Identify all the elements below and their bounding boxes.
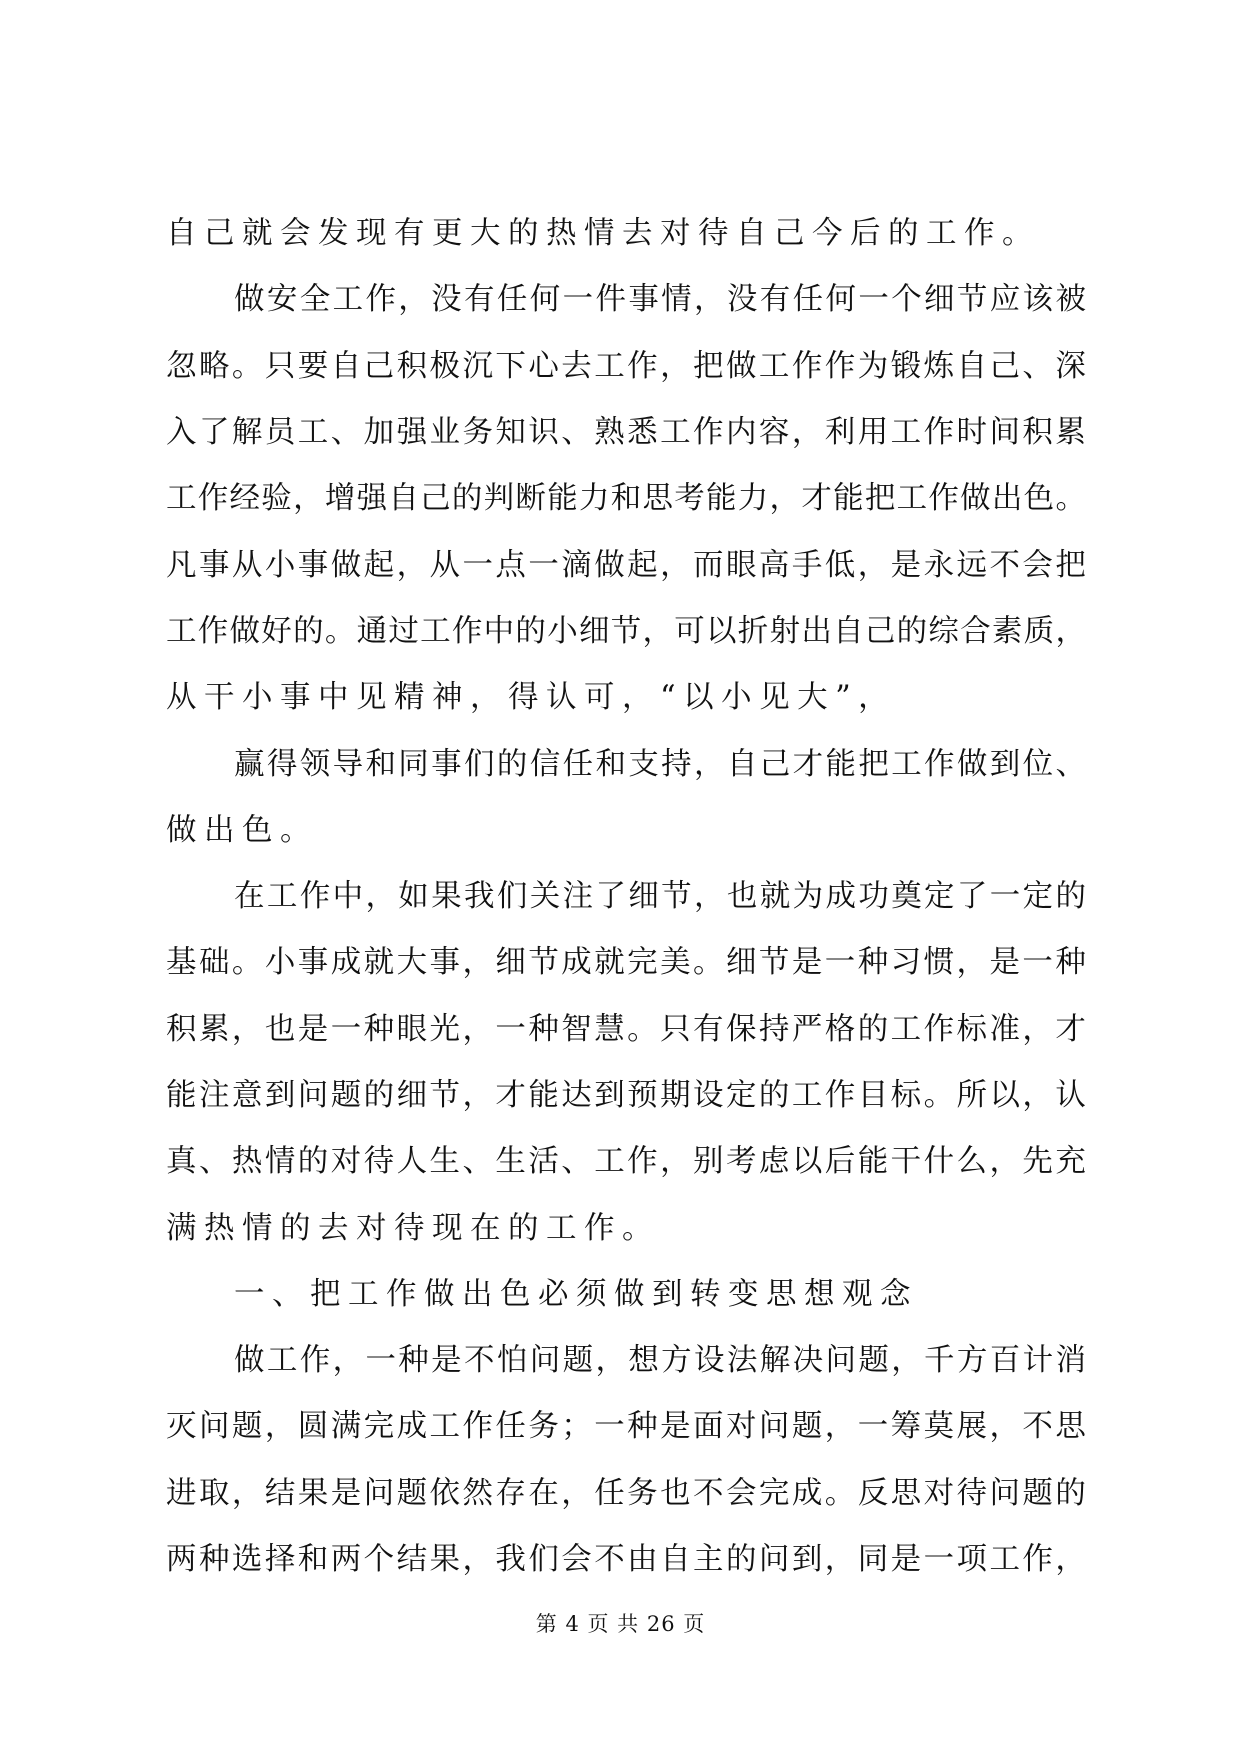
text-line: 做 工 作 ， 一 种 是 不 怕 问 题 ， 想 方 设 法 解 决 问 题 ， 千 方 百 计 消 [234,1343,1086,1379]
body-text [166,197,1086,1589]
text-line: 基 础 。 小 事 成 就 大 事 ， 细 节 成 就 完 美 。 细 节 是 一 种 习 惯 ， 是 一 种 [166,945,1086,981]
text-line: 工 作 做 好 的 。 通 过 工 作 中 的 小 细 节 ， 可 以 折 射 出 自 己 的 综 合 素 质 ， [166,613,1086,649]
text-line: 从干小事中见精神，得认可，“以小见大”， [166,680,897,716]
text-line: 一、把工作做出色必须做到转变思想观念 [234,1276,918,1312]
text-line: 在 工 作 中 ， 如 果 我 们 关 注 了 细 节 ， 也 就 为 成 功 奠 定 了 一 定 的 [234,879,1086,915]
text-line: 做出色。 [166,812,318,848]
text-line: 工 作 经 验 ， 增 强 自 己 的 判 断 能 力 和 思 考 能 力 ， 才 能 把 工 作 做 出 色 。 [166,481,1086,517]
text-line: 满热情的去对待现在的工作。 [166,1210,660,1246]
text-line: 灭 问 题 ， 圆 满 完 成 工 作 任 务 ； 一 种 是 面 对 问 题 ， 一 筹 莫 展 ， 不 思 [166,1409,1086,1445]
text-line: 能 注 意 到 问 题 的 细 节 ， 才 能 达 到 预 期 设 定 的 工 作 目 标 。 所 以 ， 认 [166,1078,1086,1113]
text-line: 进 取 ， 结 果 是 问 题 依 然 存 在 ， 任 务 也 不 会 完 成 。 反 思 对 待 问 题 的 [166,1475,1086,1511]
text-line: 入 了 解 员 工 、 加 强 业 务 知 识 、 熟 悉 工 作 内 容 ， 利 用 工 作 时 间 积 累 [166,415,1086,451]
text-line: 赢 得 领 导 和 同 事 们 的 信 任 和 支 持 ， 自 己 才 能 把 工 作 做 到 位 、 [234,746,1086,782]
text-line: 忽 略 。 只 要 自 己 积 极 沉 下 心 去 工 作 ， 把 做 工 作 作 为 锻 炼 自 己 、 深 [166,348,1086,384]
text-line: 真 、 热 情 的 对 待 人 生 、 生 活 、 工 作 ， 别 考 虑 以 后 能 干 什 么 ， 先 充 [166,1144,1086,1180]
text-line: 做 安 全 工 作 ， 没 有 任 何 一 件 事 情 ， 没 有 任 何 一 个 细 节 应 该 被 [234,282,1086,318]
page-footer: 第 4 页 共 26 页 [535,1612,706,1636]
text-line: 两 种 选 择 和 两 个 结 果 ， 我 们 会 不 由 自 主 的 问 到 ， 同 是 一 项 工 作 ， [166,1542,1086,1578]
text-line: 凡 事 从 小 事 做 起 ， 从 一 点 一 滴 做 起 ， 而 眼 高 手 低 ， 是 永 远 不 会 把 [166,547,1086,583]
text-line: 自己就会发现有更大的热情去对待自己今后的工作。 [166,216,1040,252]
text-line: 积 累 ， 也 是 一 种 眼 光 ， 一 种 智 慧 。 只 有 保 持 严 格 的 工 作 标 准 ， 才 [166,1011,1086,1047]
